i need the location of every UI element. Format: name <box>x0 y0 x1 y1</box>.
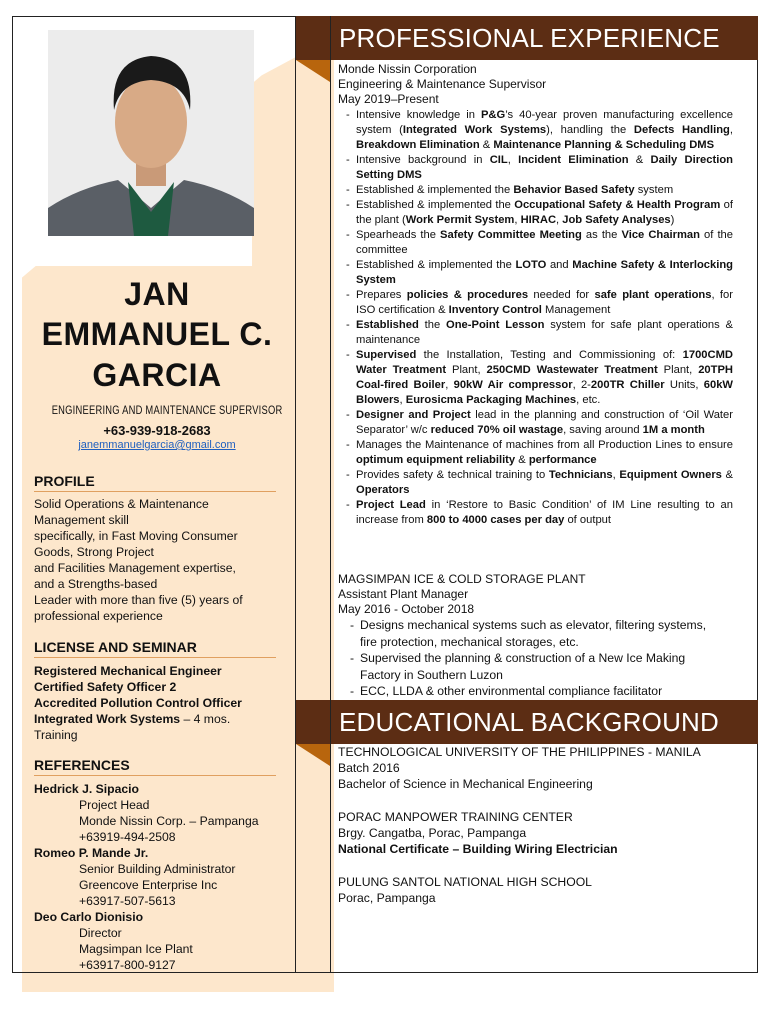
reference-name: Hedrick J. Sipacio <box>34 782 139 796</box>
reference-name: Romeo P. Mande Jr. <box>34 846 149 860</box>
job-title: ENGINEERING AND MAINTENANCE SUPERVISOR <box>51 403 283 417</box>
profile-heading: PROFILE <box>34 473 276 492</box>
profile-line: Goods, Strong Project <box>34 545 154 559</box>
column-divider <box>295 16 296 973</box>
list-item: - Prepares policies & procedures needed for safe plant operations, for ISO certification & Inventory Control Management <box>343 288 733 318</box>
reference-role: Project Head <box>79 798 150 812</box>
list-item: - Manages the Maintenance of machines from all Production Lines to ensure optimum equipment reliability & performance <box>343 438 733 468</box>
experience-heading: PROFESSIONAL EXPERIENCE <box>331 16 758 60</box>
email-link[interactable]: janemmanuelgarcia@gmail.com <box>78 439 236 451</box>
license-item: Certified Safety Officer 2 <box>34 680 177 694</box>
list-item: - Established & implemented the LOTO and Machine Safety & Interlocking System <box>343 258 733 288</box>
person-avatar-icon <box>48 30 254 236</box>
references-list <box>34 781 282 973</box>
references-heading: REFERENCES <box>34 757 276 776</box>
last-name: GARCIA <box>92 357 222 393</box>
phone-number: +63-939-918-2683 <box>103 423 211 438</box>
education-banner-tab <box>296 700 330 744</box>
list-item: - Spearheads the Safety Committee Meeting as the Vice Chairman of the committee <box>343 228 733 258</box>
job-2-dates: May 2016 - October 2018 <box>338 602 475 616</box>
license-item-continued: Training <box>34 728 78 742</box>
school-degree: Bachelor of Science in Mechanical Engineering <box>338 777 593 791</box>
reference-phone: +63917-507-5613 <box>79 894 176 908</box>
license-item-bold: Integrated Work Systems <box>34 712 181 726</box>
license-item: Registered Mechanical Engineer <box>34 664 222 678</box>
profile-line: and Facilities Management expertise, <box>34 561 236 575</box>
reference-role: Director <box>79 926 122 940</box>
job-2-bullets <box>347 617 722 700</box>
list-item: - Project Lead in ‘Restore to Basic Condition’ of IM Line resulting to an increase from 800 to 4000 cases per day of output <box>343 498 733 528</box>
column-divider-inner <box>330 16 331 973</box>
profile-line: Leader with more than five (5) years of <box>34 593 243 607</box>
job-2-position: Assistant Plant Manager <box>338 587 469 601</box>
reference-phone: +63917-800-9127 <box>79 958 176 972</box>
first-name: JAN <box>124 276 190 312</box>
license-item-rest: – 4 mos. <box>180 712 231 726</box>
job-1-dates: May 2019–Present <box>338 92 439 106</box>
education-list <box>338 744 730 906</box>
license-item: Accredited Pollution Control Officer <box>34 696 242 710</box>
school-detail: Porac, Pampanga <box>338 891 436 905</box>
license-list <box>34 663 282 743</box>
profile-line: professional experience <box>34 609 163 623</box>
list-item: - Designs mechanical systems such as elevator, filtering systems, fire protection, mechanical storages, etc. <box>347 617 722 650</box>
list-item: - Established the One-Point Lesson system for safe plant operations & maintenance <box>343 318 733 348</box>
middle-name: EMMANUEL C. <box>41 316 273 352</box>
education-heading: EDUCATIONAL BACKGROUND <box>331 700 758 744</box>
list-item: - ECC, LLDA & other environmental compliance facilitator <box>347 683 722 700</box>
list-item: - Intensive background in CIL, Incident Elimination & Daily Direction Setting DMS <box>343 153 733 183</box>
school-certificate: National Certificate – Building Wiring Electrician <box>338 842 618 856</box>
job-2-company: MAGSIMPAN ICE & COLD STORAGE PLANT <box>338 572 586 586</box>
reference-org: Magsimpan Ice Plant <box>79 942 193 956</box>
job-1-position: Engineering & Maintenance Supervisor <box>338 77 547 91</box>
experience-banner-tab <box>296 16 330 60</box>
school-name: PORAC MANPOWER TRAINING CENTER <box>338 810 573 824</box>
reference-name: Deo Carlo Dionisio <box>34 910 144 924</box>
education-corner-accent <box>296 744 330 766</box>
license-item <box>34 711 282 727</box>
reference-phone: +63919-494-2508 <box>79 830 176 844</box>
job-2 <box>338 572 730 700</box>
license-heading: LICENSE AND SEMINAR <box>34 639 276 658</box>
experience-corner-accent <box>296 60 330 82</box>
profile-line: specifically, in Fast Moving Consumer <box>34 529 238 543</box>
reference-role: Senior Building Administrator <box>79 862 236 876</box>
profile-line: Solid Operations & Maintenance <box>34 497 209 511</box>
school-detail: Brgy. Cangatba, Porac, Pampanga <box>338 826 527 840</box>
school-name: TECHNOLOGICAL UNIVERSITY OF THE PHILIPPINES - MANILA <box>338 745 701 759</box>
school-detail: Batch 2016 <box>338 761 400 775</box>
job-1-bullets <box>343 108 733 528</box>
profile-text <box>34 496 282 624</box>
list-item: - Established & implemented the Behavior Based Safety system <box>343 183 733 198</box>
reference-org: Monde Nissin Corp. – Pampanga <box>79 814 259 828</box>
job-1-company: Monde Nissin Corporation <box>338 62 477 76</box>
list-item: - Provides safety & technical training to Technicians, Equipment Owners & Operators <box>343 468 733 498</box>
reference-org: Greencove Enterprise Inc <box>79 878 218 892</box>
job-1 <box>338 62 734 528</box>
list-item: - Intensive knowledge in P&G’s 40-year proven manufacturing excellence system (Integrated Work Systems), handling the Defects Handling, Breakdown Elimination & Maintenance Planning & Scheduling DMS <box>343 108 733 153</box>
school-name: PULUNG SANTOL NATIONAL HIGH SCHOOL <box>338 875 592 889</box>
profile-line: Management skill <box>34 513 129 527</box>
list-item: - Designer and Project lead in the planning and construction of ‘Oil Water Separator’ w/c reduced 70% oil wastage, saving around 1M a month <box>343 408 733 438</box>
list-item: - Supervised the planning & construction of a New Ice Making Factory in Southern Luzon <box>347 650 722 683</box>
profile-line: and a Strengths-based <box>34 577 158 591</box>
profile-photo <box>48 30 254 236</box>
list-item: - Established & implemented the Occupational Safety & Health Program of the plant (Work Permit System, HIRAC, Job Safety Analyses) <box>343 198 733 228</box>
list-item: - Supervised the Installation, Testing and Commissioning of: 1700CMD Water Treatment Plant, 250CMD Wastewater Treatment Plant, 20TPH Coal-fired Boiler, 90kW Air compressor, 2-200TR Chiller Units, 60kW Blowers, Eurosicma Packaging Machines, etc. <box>343 348 733 408</box>
